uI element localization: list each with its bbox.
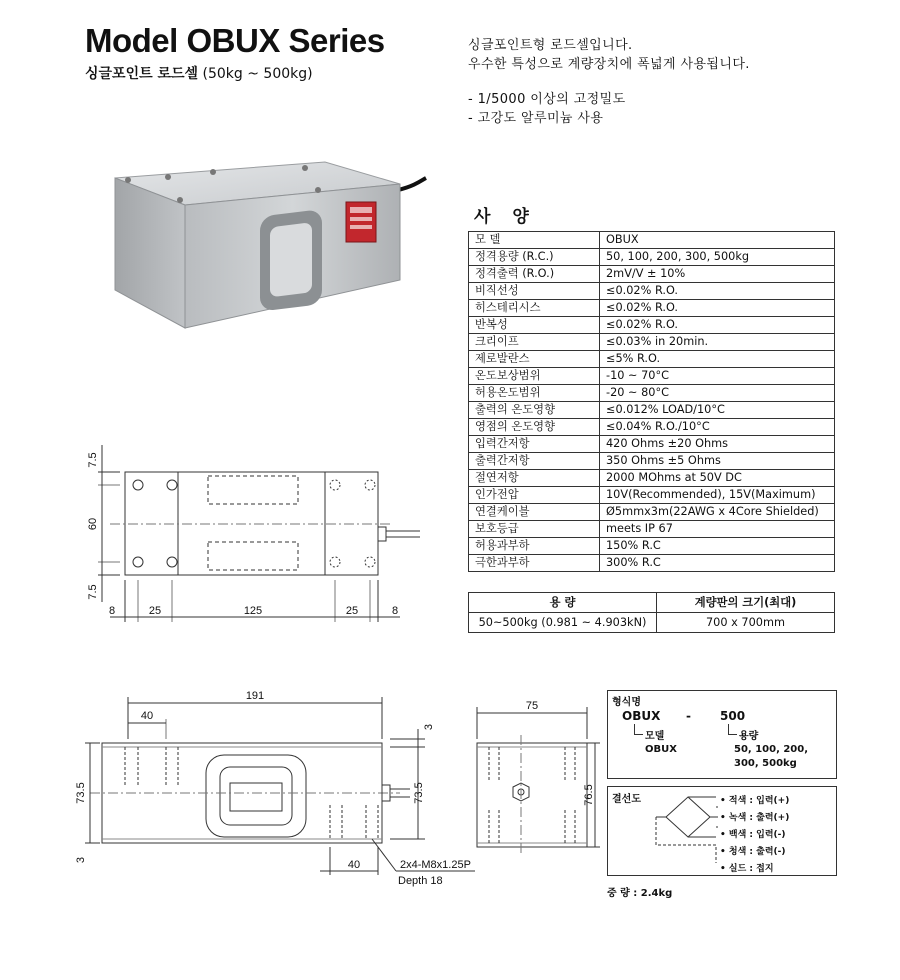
spec-row bbox=[469, 453, 835, 470]
wiring-bridge-diagram bbox=[648, 791, 728, 871]
spec-label: 영점의 온도영향 bbox=[469, 419, 600, 436]
dim-width: 75 bbox=[525, 700, 539, 712]
dim-height: 73.5 bbox=[75, 782, 87, 804]
spec-row bbox=[469, 300, 835, 317]
order-code-capacity-values: 300, 500kg bbox=[734, 758, 797, 769]
thread-spec: 2x4-M8x1.25P bbox=[400, 859, 471, 871]
spec-row bbox=[469, 368, 835, 385]
product-photo bbox=[110, 150, 440, 330]
order-code-capacity-label: 용량 bbox=[739, 731, 759, 742]
wire-sep: : bbox=[749, 864, 754, 874]
spec-label: 정격출력 (R.O.) bbox=[469, 266, 600, 283]
intro-line: 우수한 특성으로 계량장치에 폭넓게 사용됩니다. bbox=[468, 57, 750, 72]
spec-row bbox=[469, 266, 835, 283]
spec-row bbox=[469, 470, 835, 487]
wire-color: 녹색 bbox=[728, 813, 747, 823]
spec-row bbox=[469, 504, 835, 521]
spec-table bbox=[468, 231, 835, 572]
spec-value: ≤0.02% R.O. bbox=[600, 283, 835, 300]
order-code-dash: - bbox=[686, 709, 691, 723]
dim-top-gap: 3 bbox=[423, 723, 435, 731]
spec-row bbox=[469, 334, 835, 351]
feature-item: - 1/5000 이상의 고정밀도 bbox=[468, 92, 626, 107]
spec-value: 2000 MOhms at 50V DC bbox=[600, 470, 835, 487]
wire-line bbox=[720, 861, 789, 878]
wire-function: 접지 bbox=[756, 864, 774, 874]
wire-sep: : bbox=[749, 830, 754, 840]
order-code-model-values: OBUX bbox=[645, 744, 677, 755]
wire-line bbox=[720, 844, 789, 861]
wire-color: 적색 bbox=[728, 796, 747, 806]
spec-row bbox=[469, 487, 835, 504]
spec-row bbox=[469, 538, 835, 555]
wiring-legend bbox=[720, 793, 789, 878]
spec-value: ≤5% R.O. bbox=[600, 351, 835, 368]
wire-function: 출력(+) bbox=[756, 813, 790, 823]
page-title: Model OBUX Series bbox=[85, 22, 385, 59]
subtitle-range: (50kg ~ 500kg) bbox=[202, 66, 313, 82]
spec-heading: 사 양 bbox=[474, 207, 537, 227]
order-code-capacity: 500 bbox=[720, 709, 746, 723]
spec-label: 모 델 bbox=[469, 232, 600, 249]
spec-row bbox=[469, 249, 835, 266]
spec-value: -10 ~ 70°C bbox=[600, 368, 835, 385]
feature-item: - 고강도 알루미늄 사용 bbox=[468, 111, 604, 126]
dim-bottom-3: 125 bbox=[243, 605, 263, 617]
order-code-model-label: 모델 bbox=[645, 731, 665, 742]
plate-size-header: 계량판의 크기(최대) bbox=[657, 593, 835, 613]
dim-bottom-5: 8 bbox=[391, 605, 399, 617]
dim-left-bottom: 7.5 bbox=[87, 584, 99, 600]
spec-row bbox=[469, 351, 835, 368]
wire-dot: • bbox=[720, 796, 729, 806]
spec-value: 150% R.C bbox=[600, 538, 835, 555]
spec-value: ≤0.02% R.O. bbox=[600, 300, 835, 317]
subtitle bbox=[85, 63, 313, 83]
wire-dot: • bbox=[720, 830, 729, 840]
wire-sep: : bbox=[749, 796, 754, 806]
order-code-capacity-values: 50, 100, 200, bbox=[734, 744, 809, 755]
dim-offset-bottom: 40 bbox=[347, 859, 361, 871]
wire-sep: : bbox=[749, 813, 754, 823]
spec-value: 350 Ohms ±5 Ohms bbox=[600, 453, 835, 470]
wire-function: 입력(+) bbox=[756, 796, 790, 806]
intro-text bbox=[468, 36, 750, 74]
dim-bottom-gap: 3 bbox=[75, 856, 87, 864]
wire-color: 백색 bbox=[728, 830, 747, 840]
wire-color: 실드 bbox=[728, 864, 747, 874]
spec-value: ≤0.012% LOAD/10°C bbox=[600, 402, 835, 419]
wire-color: 청색 bbox=[728, 847, 747, 857]
spec-label: 보호등급 bbox=[469, 521, 600, 538]
order-code-box bbox=[607, 690, 837, 779]
wire-dot: • bbox=[720, 864, 729, 874]
dim-bottom-4: 25 bbox=[345, 605, 359, 617]
spec-row bbox=[469, 555, 835, 572]
dim-bottom-2: 25 bbox=[148, 605, 162, 617]
spec-value: 50, 100, 200, 300, 500kg bbox=[600, 249, 835, 266]
subtitle-name: 싱글포인트 로드셀 bbox=[85, 66, 199, 82]
capacity-value: 50~500kg (0.981 ~ 4.903kN) bbox=[469, 613, 657, 633]
dim-left-mid: 60 bbox=[87, 517, 99, 531]
wire-function: 출력(-) bbox=[756, 847, 786, 857]
spec-label: 인가전압 bbox=[469, 487, 600, 504]
order-code-model: OBUX bbox=[622, 709, 661, 723]
dim-end-height: 76.5 bbox=[583, 784, 595, 806]
weight: 중 량 : 2.4kg bbox=[607, 888, 673, 899]
spec-label: 비직선성 bbox=[469, 283, 600, 300]
spec-label: 제로발란스 bbox=[469, 351, 600, 368]
bracket-capacity bbox=[728, 724, 737, 735]
spec-label: 출력간저항 bbox=[469, 453, 600, 470]
spec-label: 절연저항 bbox=[469, 470, 600, 487]
dim-left-top: 7.5 bbox=[87, 452, 99, 468]
wiring-box bbox=[607, 786, 837, 876]
wire-line bbox=[720, 793, 789, 810]
spec-value: 10V(Recommended), 15V(Maximum) bbox=[600, 487, 835, 504]
spec-value: meets IP 67 bbox=[600, 521, 835, 538]
spec-label: 출력의 온도영향 bbox=[469, 402, 600, 419]
spec-row bbox=[469, 317, 835, 334]
feature-list bbox=[468, 90, 626, 128]
spec-row bbox=[469, 419, 835, 436]
spec-value: 420 Ohms ±20 Ohms bbox=[600, 436, 835, 453]
spec-value: 300% R.C bbox=[600, 555, 835, 572]
spec-value: ≤0.03% in 20min. bbox=[600, 334, 835, 351]
wire-dot: • bbox=[720, 847, 729, 857]
wire-line bbox=[720, 827, 789, 844]
spec-label: 허용과부하 bbox=[469, 538, 600, 555]
spec-label: 극한과부하 bbox=[469, 555, 600, 572]
spec-value: Ø5mmx3m(22AWG x 4Core Shielded) bbox=[600, 504, 835, 521]
spec-value: OBUX bbox=[600, 232, 835, 249]
spec-value: ≤0.02% R.O. bbox=[600, 317, 835, 334]
spec-row bbox=[469, 385, 835, 402]
spec-label: 크리이프 bbox=[469, 334, 600, 351]
wiring-heading: 결선도 bbox=[612, 794, 641, 805]
spec-label: 입력간저항 bbox=[469, 436, 600, 453]
thread-depth: Depth 18 bbox=[398, 875, 443, 887]
spec-label: 정격용량 (R.C.) bbox=[469, 249, 600, 266]
dim-right-height: 73.5 bbox=[413, 782, 425, 804]
capacity-header: 용 량 bbox=[469, 593, 657, 613]
spec-value: 2mV/V ± 10% bbox=[600, 266, 835, 283]
spec-row bbox=[469, 521, 835, 538]
dim-bottom-1: 8 bbox=[108, 605, 116, 617]
plate-size-value: 700 x 700mm bbox=[657, 613, 835, 633]
spec-value: ≤0.04% R.O./10°C bbox=[600, 419, 835, 436]
bracket-model bbox=[634, 724, 643, 735]
wire-line bbox=[720, 810, 789, 827]
wire-sep: : bbox=[749, 847, 754, 857]
spec-value: -20 ~ 80°C bbox=[600, 385, 835, 402]
capacity-table bbox=[468, 592, 835, 633]
dim-length: 191 bbox=[245, 690, 265, 702]
spec-label: 온도보상범위 bbox=[469, 368, 600, 385]
end-view-drawing bbox=[465, 695, 600, 865]
spec-row bbox=[469, 232, 835, 249]
side-view-drawing bbox=[75, 685, 480, 895]
order-code-heading: 형식명 bbox=[612, 697, 641, 708]
spec-row bbox=[469, 436, 835, 453]
spec-label: 반복성 bbox=[469, 317, 600, 334]
intro-line: 싱글포인트형 로드셀입니다. bbox=[468, 38, 633, 53]
top-view-drawing bbox=[80, 440, 450, 630]
spec-row bbox=[469, 402, 835, 419]
spec-row bbox=[469, 283, 835, 300]
wire-function: 입력(-) bbox=[756, 830, 786, 840]
dim-offset-top: 40 bbox=[140, 710, 154, 722]
spec-label: 히스테리시스 bbox=[469, 300, 600, 317]
spec-label: 연결케이블 bbox=[469, 504, 600, 521]
spec-label: 허용온도범위 bbox=[469, 385, 600, 402]
wire-dot: • bbox=[720, 813, 729, 823]
